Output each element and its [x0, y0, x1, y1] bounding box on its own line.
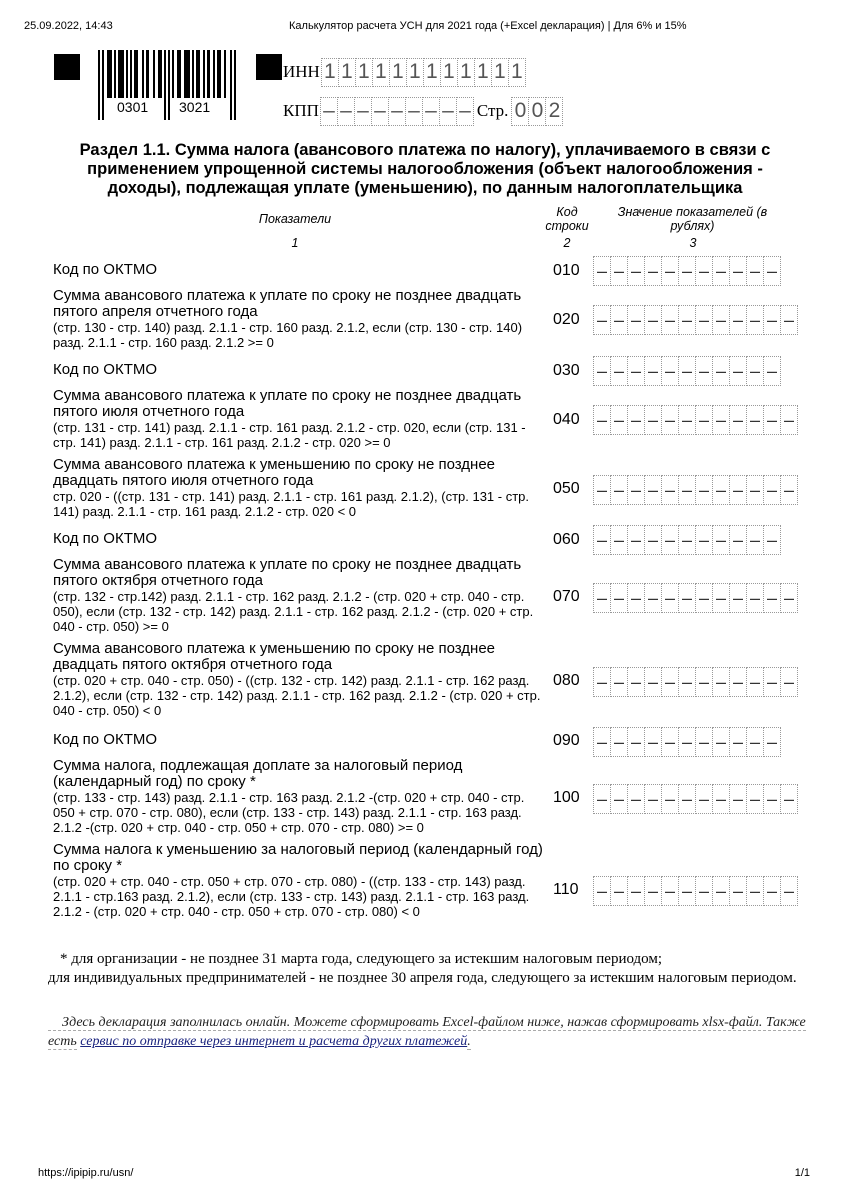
table-row-020-code: 020	[553, 311, 580, 328]
column-number-1: 1	[291, 236, 299, 250]
value-cell: 1	[474, 58, 492, 87]
value-cell: –	[729, 305, 747, 335]
value-cell: –	[763, 475, 781, 505]
value-cell: –	[610, 727, 628, 757]
table-row-060-label	[53, 531, 545, 547]
value-cell: –	[661, 475, 679, 505]
value-cell: 1	[457, 58, 475, 87]
value-cell: –	[644, 784, 662, 814]
value-cell: –	[422, 97, 440, 126]
value-cell: –	[712, 356, 730, 386]
value-cell: –	[780, 583, 798, 613]
value-cell: –	[388, 97, 406, 126]
value-cell: –	[763, 583, 781, 613]
value-cell: –	[644, 475, 662, 505]
row-title: Сумма авансового платежа к уплате по сроку не позднее двадцать пятого октября отчетного года	[53, 556, 522, 589]
value-cell: –	[695, 475, 713, 505]
value-cell: –	[627, 727, 645, 757]
services-link[interactable]: сервис по отправке через интернет и расчета других платежей	[80, 1034, 468, 1049]
value-cell: –	[763, 256, 781, 286]
value-cell: –	[593, 583, 611, 613]
row-formula: стр. 020 - ((стр. 131 - стр. 141) разд. 2.1.1 - стр. 161 разд. 2.1.2), (стр. 131 - стр. 141) разд. 2.1.1 - стр. 161 разд. 2.1.2 - стр. 020 < 0	[53, 489, 530, 519]
value-cell: –	[712, 583, 730, 613]
value-cell: 1	[338, 58, 356, 87]
value-cell: –	[763, 727, 781, 757]
value-cell: –	[695, 784, 713, 814]
value-cell: –	[695, 876, 713, 906]
row-title: Код по ОКТМО	[53, 731, 158, 748]
table-row-110-label	[53, 842, 545, 919]
value-cell: –	[661, 583, 679, 613]
value-cell: –	[763, 667, 781, 697]
row-formula: (стр. 020 + стр. 040 - стр. 050) - ((стр. 132 - стр. 142) разд. 2.1.1 - стр. 162 разд. 2.1.2), если (стр. 132 - стр. 142) разд. 2.1.1 - стр. 162 разд. 2.1.2 - (стр. 020 + стр. 040 - стр. 050) < 0	[53, 673, 541, 718]
value-cell: –	[405, 97, 423, 126]
value-cell: –	[678, 727, 696, 757]
row-title: Код по ОКТМО	[53, 261, 158, 278]
value-cell: –	[627, 525, 645, 555]
value-cell: –	[661, 356, 679, 386]
value-cell: –	[644, 356, 662, 386]
value-cell: –	[695, 305, 713, 335]
row-formula: (стр. 131 - стр. 141) разд. 2.1.1 - стр. 161 разд. 2.1.2 - стр. 020, если (стр. 131 - стр. 141) разд. 2.1.1 - стр. 161 разд. 2.1.2 - стр. 020 >= 0	[53, 420, 526, 450]
value-cell: –	[746, 667, 764, 697]
table-row-100-label	[53, 758, 545, 835]
value-cell: –	[746, 525, 764, 555]
value-cell: –	[337, 97, 355, 126]
value-cell: –	[644, 583, 662, 613]
value-cell: –	[763, 405, 781, 435]
value-cell: –	[644, 876, 662, 906]
table-row-050-value-cells	[593, 475, 798, 505]
value-cell: –	[678, 784, 696, 814]
value-cell: –	[627, 475, 645, 505]
table-row-110-value-cells	[593, 876, 798, 906]
value-cell: –	[729, 583, 747, 613]
value-cell: –	[610, 475, 628, 505]
barcode-digits-left: 0301	[117, 99, 149, 115]
table-row-010-label	[53, 262, 545, 278]
row-formula: (стр. 132 - стр.142) разд. 2.1.1 - стр. 162 разд. 2.1.2 - (стр. 020 + стр. 040 - стр. 050), если (стр. 132 - стр. 142) разд. 2.1.1 - стр. 162 разд. 2.1.2 - (стр. 020 + стр. 040 - стр. 050) >= 0	[53, 589, 534, 634]
value-cell: –	[678, 356, 696, 386]
value-cell: –	[661, 876, 679, 906]
table-row-100-value-cells	[593, 784, 798, 814]
value-cell: 1	[423, 58, 441, 87]
table-row-090-value-cells	[593, 727, 781, 757]
table-row-040-code: 040	[553, 411, 580, 428]
value-cell: –	[729, 525, 747, 555]
value-cell: –	[780, 667, 798, 697]
table-row-050-code: 050	[553, 480, 580, 497]
value-cell: –	[644, 525, 662, 555]
kpp-cells	[320, 97, 474, 126]
footnote	[48, 950, 808, 988]
column-header-values: Значение показателей (в рублях)	[617, 205, 768, 233]
row-formula: (стр. 133 - стр. 143) разд. 2.1.1 - стр. 163 разд. 2.1.2 -(стр. 020 + стр. 040 - стр. 050 + стр. 070 - стр. 080), если (стр. 133 - стр. 143) разд. 2.1.1 - стр. 163 разд. 2.1.2 -(стр. 020 + стр. 040 - стр. 050 + стр. 070 - стр. 080) >= 0	[53, 790, 525, 835]
table-row-090-code: 090	[553, 732, 580, 749]
table-row-010-code: 010	[553, 262, 580, 279]
value-cell: –	[610, 525, 628, 555]
value-cell: –	[456, 97, 474, 126]
inn-cells	[321, 58, 526, 87]
value-cell: –	[661, 525, 679, 555]
value-cell: –	[695, 667, 713, 697]
value-cell: –	[593, 784, 611, 814]
value-cell: –	[610, 667, 628, 697]
value-cell: –	[593, 667, 611, 697]
value-cell: –	[627, 876, 645, 906]
table-row-080-value-cells	[593, 667, 798, 697]
value-cell: –	[729, 727, 747, 757]
table-row-110-code: 110	[553, 881, 579, 898]
value-cell: –	[661, 727, 679, 757]
value-cell: –	[729, 475, 747, 505]
value-cell: –	[627, 784, 645, 814]
value-cell: –	[746, 256, 764, 286]
table-row-030-code: 030	[553, 362, 580, 379]
note-text: Здесь декларация заполнилась онлайн. Можете сформировать Excel-файлом ниже, нажав сформировать xlsx-файл. Также есть	[48, 1015, 806, 1049]
note-tail: .	[467, 1034, 471, 1049]
value-cell: –	[729, 356, 747, 386]
table-row-060-value-cells	[593, 525, 781, 555]
value-cell: –	[712, 784, 730, 814]
value-cell: 1	[355, 58, 373, 87]
page-number-label: Стр.	[476, 101, 509, 120]
value-cell: –	[610, 784, 628, 814]
value-cell: –	[678, 405, 696, 435]
footnote-line-2: для индивидуальных предпринимателей - не позднее 30 апреля года, следующего за истекшим налоговым периодом.	[48, 970, 797, 986]
value-cell: –	[678, 305, 696, 335]
value-cell: –	[780, 876, 798, 906]
value-cell: –	[763, 525, 781, 555]
value-cell: –	[712, 727, 730, 757]
value-cell: –	[712, 525, 730, 555]
page-number-cells	[511, 97, 563, 126]
table-row-070-value-cells	[593, 583, 798, 613]
value-cell: –	[695, 525, 713, 555]
value-cell: –	[661, 667, 679, 697]
value-cell: –	[371, 97, 389, 126]
value-cell: –	[729, 876, 747, 906]
value-cell: –	[712, 305, 730, 335]
value-cell: –	[763, 876, 781, 906]
value-cell: –	[610, 256, 628, 286]
value-cell: 1	[440, 58, 458, 87]
barcode	[98, 50, 238, 120]
alignment-marker-right	[256, 54, 282, 80]
value-cell: –	[678, 525, 696, 555]
value-cell: –	[678, 583, 696, 613]
print-url: https://ipipip.ru/usn/	[38, 1167, 134, 1179]
value-cell: –	[729, 256, 747, 286]
inn-label: ИНН	[283, 62, 320, 81]
table-row-020-value-cells	[593, 305, 798, 335]
value-cell: –	[644, 405, 662, 435]
row-title: Сумма налога, подлежащая доплате за налоговый период (календарный год) по сроку *	[53, 757, 463, 790]
value-cell: –	[780, 305, 798, 335]
value-cell: –	[627, 667, 645, 697]
value-cell: –	[627, 256, 645, 286]
table-row-020-label	[53, 288, 545, 350]
row-title: Сумма налога к уменьшению за налоговый период (календарный год) по сроку *	[53, 841, 543, 874]
table-row-030-label	[53, 362, 545, 378]
value-cell: –	[712, 876, 730, 906]
value-cell: –	[695, 256, 713, 286]
value-cell: –	[593, 876, 611, 906]
footnote-line-1: * для организации - не позднее 31 марта года, следующего за истекшим налоговым периодом;	[60, 951, 663, 967]
row-formula: (стр. 020 + стр. 040 - стр. 050 + стр. 070 - стр. 080) - ((стр. 133 - стр. 143) разд. 2.1.1 - стр.163 разд. 2.1.2), если (стр. 133 - стр. 143) разд. 2.1.1 - стр. 163 разд. 2.1.2 - (стр. 020 + стр. 040 - стр. 050 + стр. 070 - стр. 080) < 0	[53, 874, 530, 919]
value-cell: –	[695, 727, 713, 757]
value-cell: –	[610, 305, 628, 335]
table-row-080-code: 080	[553, 672, 580, 689]
value-cell: –	[712, 667, 730, 697]
row-title: Сумма авансового платежа к уплате по сроку не позднее двадцать пятого июля отчетного года	[53, 387, 522, 420]
inn-row	[283, 58, 526, 86]
value-cell: 1	[321, 58, 339, 87]
row-formula: (стр. 130 - стр. 140) разд. 2.1.1 - стр. 160 разд. 2.1.2, если (стр. 130 - стр. 140) разд. 2.1.1 - стр. 160 разд. 2.1.2 >= 0	[53, 320, 523, 350]
value-cell: –	[661, 784, 679, 814]
row-title: Сумма авансового платежа к уменьшению по сроку не позднее двадцать пятого октября отчетного года	[53, 640, 496, 673]
value-cell: –	[746, 876, 764, 906]
value-cell: –	[593, 727, 611, 757]
value-cell: 0	[528, 97, 546, 126]
column-header-indicators: Показатели	[258, 212, 332, 226]
value-cell: –	[661, 305, 679, 335]
value-cell: 1	[508, 58, 526, 87]
print-page-count: 1/1	[794, 1167, 810, 1179]
table-row-030-value-cells	[593, 356, 781, 386]
kpp-row	[283, 97, 563, 125]
value-cell: –	[644, 667, 662, 697]
table-row-090-label	[53, 732, 545, 748]
value-cell: –	[763, 784, 781, 814]
value-cell: –	[610, 405, 628, 435]
alignment-marker-left	[54, 54, 80, 80]
value-cell: –	[644, 727, 662, 757]
value-cell: –	[746, 356, 764, 386]
value-cell: –	[780, 405, 798, 435]
table-row-060-code: 060	[553, 531, 580, 548]
value-cell: –	[661, 405, 679, 435]
value-cell: –	[695, 583, 713, 613]
value-cell: –	[593, 256, 611, 286]
table-row-070-label	[53, 557, 545, 634]
value-cell: –	[712, 256, 730, 286]
column-number-3: 3	[689, 236, 697, 250]
table-row-070-code: 070	[553, 588, 580, 605]
value-cell: 0	[511, 97, 529, 126]
value-cell: –	[320, 97, 338, 126]
print-datetime: 25.09.2022, 14:43	[24, 20, 113, 32]
section-title: Раздел 1.1. Сумма налога (авансового платежа по налогу), уплачиваемого в связи с применением упрощенной системы налогообложения (объект налогообложения - доходы), подлежащая уплате (уменьшению), по данным налогоплательщика	[79, 141, 771, 197]
value-cell: –	[593, 475, 611, 505]
value-cell: –	[763, 305, 781, 335]
value-cell: –	[610, 876, 628, 906]
value-cell: –	[627, 583, 645, 613]
kpp-label: КПП	[283, 101, 319, 120]
value-cell: –	[746, 405, 764, 435]
value-cell: –	[661, 256, 679, 286]
value-cell: –	[678, 876, 696, 906]
value-cell: –	[729, 667, 747, 697]
value-cell: –	[746, 784, 764, 814]
value-cell: –	[593, 525, 611, 555]
value-cell: –	[678, 475, 696, 505]
value-cell: –	[593, 305, 611, 335]
value-cell: 1	[372, 58, 390, 87]
value-cell: –	[695, 356, 713, 386]
row-title: Код по ОКТМО	[53, 530, 158, 547]
row-title: Код по ОКТМО	[53, 361, 158, 378]
table-row-080-label	[53, 641, 545, 718]
table-row-040-label	[53, 388, 545, 450]
online-fill-note	[48, 1013, 818, 1051]
value-cell: 2	[545, 97, 563, 126]
value-cell: –	[610, 583, 628, 613]
value-cell: –	[678, 256, 696, 286]
value-cell: –	[763, 356, 781, 386]
value-cell: –	[593, 405, 611, 435]
column-header-line-code: Код строки	[545, 205, 589, 233]
value-cell: 1	[406, 58, 424, 87]
value-cell: –	[354, 97, 372, 126]
value-cell: –	[644, 256, 662, 286]
column-number-2: 2	[563, 236, 571, 250]
print-page-title: Калькулятор расчета УСН для 2021 года (+Excel декларация) | Для 6% и 15%	[289, 20, 687, 32]
value-cell: –	[746, 583, 764, 613]
value-cell: –	[746, 305, 764, 335]
value-cell: –	[729, 784, 747, 814]
value-cell: –	[712, 475, 730, 505]
table-row-040-value-cells	[593, 405, 798, 435]
value-cell: –	[712, 405, 730, 435]
table-row-050-label	[53, 457, 545, 519]
table-row-100-code: 100	[553, 789, 580, 806]
value-cell: 1	[491, 58, 509, 87]
value-cell: –	[644, 305, 662, 335]
value-cell: –	[627, 356, 645, 386]
value-cell: –	[627, 305, 645, 335]
value-cell: –	[678, 667, 696, 697]
row-title: Сумма авансового платежа к уплате по сроку не позднее двадцать пятого апреля отчетного года	[53, 287, 522, 320]
value-cell: –	[695, 405, 713, 435]
table-row-010-value-cells	[593, 256, 781, 286]
value-cell: 1	[389, 58, 407, 87]
value-cell: –	[610, 356, 628, 386]
value-cell: –	[729, 405, 747, 435]
barcode-digits-right: 3021	[179, 99, 211, 115]
value-cell: –	[439, 97, 457, 126]
value-cell: –	[746, 727, 764, 757]
value-cell: –	[780, 475, 798, 505]
row-title: Сумма авансового платежа к уменьшению по сроку не позднее двадцать пятого июля отчетного года	[53, 456, 496, 489]
value-cell: –	[746, 475, 764, 505]
value-cell: –	[627, 405, 645, 435]
value-cell: –	[780, 784, 798, 814]
value-cell: –	[593, 356, 611, 386]
